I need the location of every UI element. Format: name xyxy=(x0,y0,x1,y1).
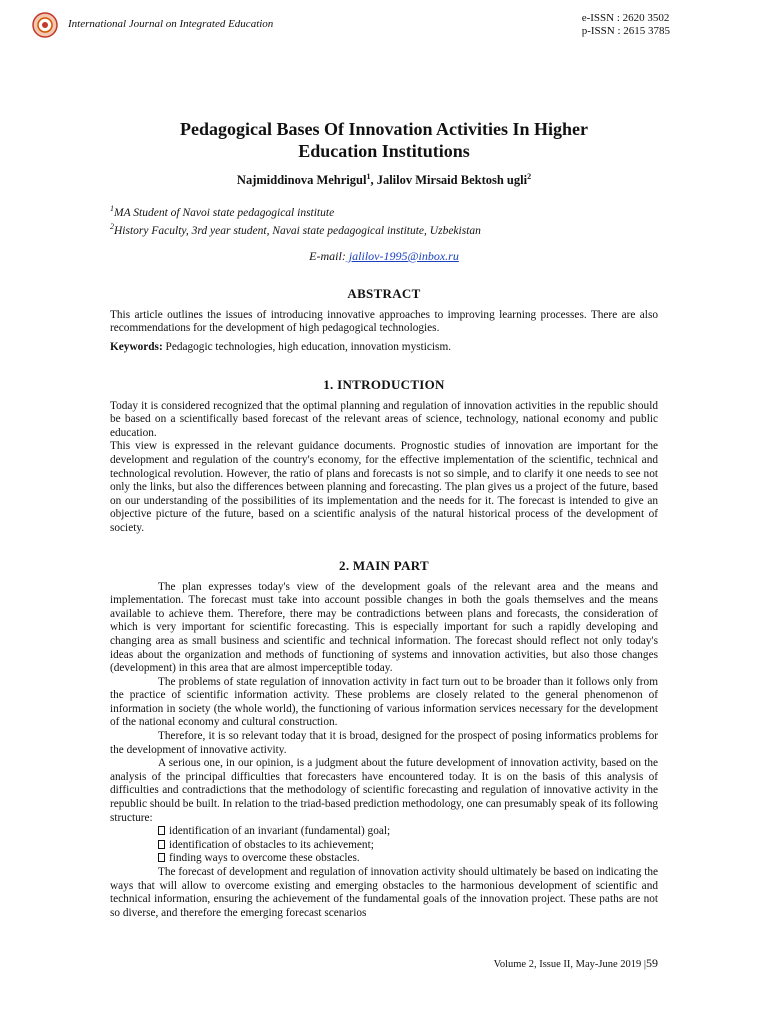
main-paragraph-2: The problems of state regulation of innovation activity in fact turn out to be broader than it follows only from the practice of scientific information activity. These problems are closely related to the general phenomenon of information in society (the whole world), the functioning of various information services necessary for the development of the national economy and cultural construction. xyxy=(110,675,658,729)
intro-paragraph-2: This view is expressed in the relevant guidance documents. Prognostic studies of innovation are important for the development and regulation of the country's economy, for the effective implementation of the scientific, technical and technological revolution. However, the ratio of plans and forecasts is not so simple, and to clarify it one needs to see not only the links, but also the differences between planning and forecasting. The plan gives us a project of the future, based on our understanding of the possibilities of its implementation and the needs for it. The forecast is intended to give an objective picture of the future, based on a scientific analysis of the natural historical process of the development of society. xyxy=(110,440,658,534)
article-body xyxy=(110,118,658,920)
issn-block xyxy=(582,12,670,38)
main-paragraph-3: Therefore, it is so relevant today that it is broad, designed for the prospect of posing informatics problems for the development of innovative activity. xyxy=(110,730,658,756)
volume-info: Volume 2, Issue II, May-June 2019 | xyxy=(493,959,646,970)
abstract-text: This article outlines the issues of introducing innovative approaches to improving learning processes. There are also recommendations for the development of high pedagogical technologies. xyxy=(110,308,658,335)
email-link[interactable]: jalilov-1995@inbox.ru xyxy=(345,248,459,263)
article-title: Pedagogical Bases Of Innovation Activities In Higher Education Institutions xyxy=(179,119,588,161)
introduction-heading: 1. INTRODUCTION xyxy=(323,376,445,392)
main-paragraph-1: The plan expresses today's view of the development goals of the relevant area and the means and implementation. The forecast must take into account possible changes in both the goals themselves and the means available to achieve them. Therefore, there may be contradictions between plans and forecasts, the consideration of which is very important for scientific forecasting. This is especially important for such a rapidly developing and changing area as small business and scientific and technical information. The forecast should reflect not only today's ideas about the organization and methods of functioning of systems and innovation activities, but also those changes (development) in this area that are almost imperceptible today. xyxy=(110,580,658,675)
main-part-heading: 2. MAIN PART xyxy=(339,557,429,573)
intro-paragraph-1: Today it is considered recognized that the optimal planning and regulation of innovation activities in the republic should be based on a scientifically based forecast of the relevant areas of science, technology, national economy and public education. xyxy=(110,399,658,439)
main-paragraph-4: A serious one, in our opinion, is a judgment about the future development of innovation activity, based on the analysis of the principal difficulties that forecasters have encountered today. It is on the basis of this analysis of difficulties and contradictions that the methodology of scientific forecasting and regulation of innovative activity in the republic should be built. In relation to the triad-based prediction methodology, one can presumably speak of its following structure: xyxy=(110,757,658,824)
pissn: p-ISSN : 2615 3785 xyxy=(581,25,670,37)
list-item: identification of an invariant (fundamental) goal; xyxy=(110,825,658,839)
author-2: Jalilov Mirsaid Bektosh ugli xyxy=(376,173,528,188)
list-item: finding ways to overcome these obstacles. xyxy=(110,852,658,866)
bullet-box-icon xyxy=(158,840,165,849)
bullet-box-icon xyxy=(158,853,165,862)
journal-name: International Journal on Integrated Education xyxy=(68,18,274,30)
list-item: identification of obstacles to its achievement; xyxy=(110,839,658,853)
main-paragraph-5: The forecast of development and regulation of innovation activity should ultimately be based on indicating the ways that will allow to overcome existing and emerging obstacles to the harmonious development of scientific and technical information, ensuring the achievement of the fundamental goals of the innovation project. These paths are not so diverse, and therefore the emerging forecast scenarios xyxy=(110,866,658,919)
page-header xyxy=(30,10,670,50)
email-line: E-mail: jalilov-1995@inbox.ru xyxy=(309,248,459,263)
authors-line: Najmiddinova Mehrigul$^1$, Jalilov Mirsaid Bektosh ugli$^2$ xyxy=(236,172,532,188)
eissn: e-ISSN : 2620 3502 xyxy=(581,12,670,24)
journal-logo-icon xyxy=(32,12,58,38)
affiliation-1: $^1$MA Student of Navoi state pedagogical institute xyxy=(110,204,335,219)
abstract-heading: ABSTRACT xyxy=(347,285,421,301)
page-number: 59 xyxy=(646,956,658,970)
author-1: Najmiddinova Mehrigul xyxy=(236,173,367,188)
keywords-line: Keywords: Pedagogic technologies, high education, innovation mysticism. xyxy=(110,341,452,353)
bullet-box-icon xyxy=(158,826,165,835)
page-footer xyxy=(494,956,658,971)
affiliation-2: $^2$History Faculty, 3rd year student, Navai state pedagogical institute, Uzbekistan xyxy=(110,221,481,237)
